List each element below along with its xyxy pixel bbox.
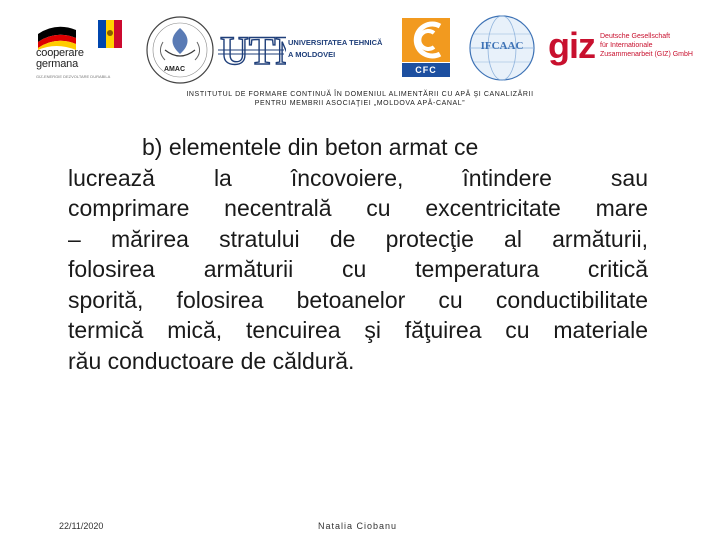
utm-logo bbox=[218, 20, 390, 80]
cfc-logo bbox=[396, 16, 456, 82]
institute-header bbox=[0, 90, 720, 108]
cfc-label: CFC bbox=[402, 63, 450, 77]
giz-line-3: Zusammenarbeit (GIZ) GmbH bbox=[600, 51, 693, 58]
cooperare-germana-logo bbox=[36, 20, 126, 82]
cooperare-small-text: GIZ-ENERGIE DEZVOLTARE DURABILA bbox=[36, 74, 111, 79]
ifcaac-label: IFCAAC bbox=[480, 40, 524, 52]
amac-label: AMAC bbox=[164, 66, 185, 73]
svg-text:UTM: UT bbox=[220, 28, 276, 73]
header-line-1: INSTITUTUL DE FORMARE CONTINUĂ ÎN DOMENIUL ALIMENTĂRII CU APĂ ŞI CANALIZĂRII bbox=[186, 91, 534, 98]
utm-line-1: UNIVERSITATEA TEHNICĂ bbox=[288, 38, 383, 47]
body-line: lucrează la încovoiere, întindere sau bbox=[68, 164, 648, 191]
ifcaac-logo bbox=[468, 14, 536, 82]
utm-line-2: A MOLDOVEI bbox=[288, 50, 336, 59]
body-line: b) elementele din beton armat ce bbox=[142, 134, 479, 160]
body-line: folosirea armăturii cu temperatura critică bbox=[68, 256, 648, 282]
footer-author: Natalia Ciobanu bbox=[318, 521, 398, 531]
flags-icon bbox=[36, 20, 126, 50]
body-line: comprimare necentrală cu excentricitate mare bbox=[68, 195, 648, 221]
body-line: rău conductoare de căldură. bbox=[68, 347, 355, 374]
slide-body bbox=[68, 132, 648, 376]
cooperare-text: cooperare germana bbox=[36, 47, 84, 70]
body-line: sporită, folosirea betoanelor cu conductibilitate bbox=[68, 286, 648, 313]
giz-line-1: Deutsche Gesellschaft bbox=[600, 33, 671, 40]
giz-logo bbox=[548, 20, 716, 80]
cfc-emblem-icon bbox=[396, 16, 456, 64]
amac-emblem-icon bbox=[143, 14, 217, 86]
body-line: termică mică, tencuirea şi făţuirea cu materiale bbox=[68, 317, 648, 343]
amac-logo bbox=[143, 14, 217, 86]
body-line: – mărirea stratului de protecţie al armăturii, bbox=[68, 225, 648, 252]
logo-bar bbox=[0, 8, 720, 84]
giz-mark: giz bbox=[548, 25, 595, 66]
giz-line-2: für Internationale bbox=[600, 42, 653, 49]
utm-emblem-icon bbox=[218, 20, 286, 80]
header-line-2: PENTRU MEMBRII ASOCIAŢIEI „MOLDOVA APĂ-CANAL” bbox=[254, 100, 466, 107]
footer-date: 22/11/2020 bbox=[59, 521, 104, 531]
